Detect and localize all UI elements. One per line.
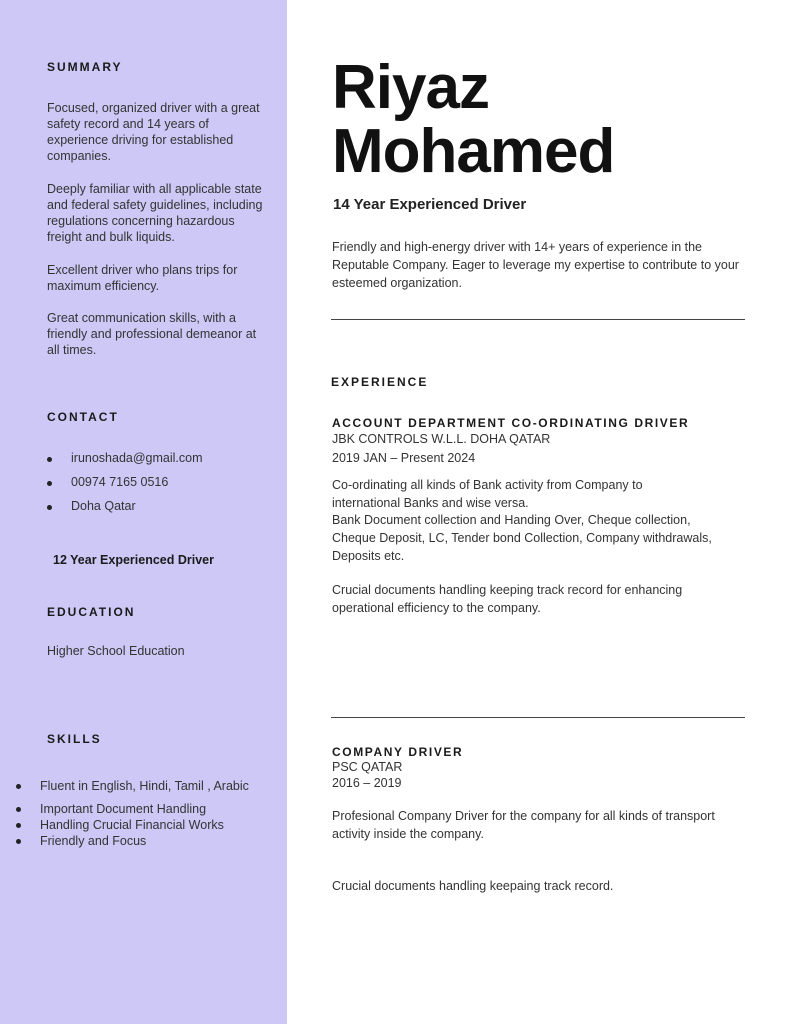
skill-item: Fluent in English, Hindi, Tamil , Arabic [16,778,281,794]
job-description: Crucial documents handling keeping track record for enhancing operational efficiency to the company. [332,583,683,615]
divider [331,717,745,718]
skills-heading: SKILLS [47,732,102,746]
skill-item: Handling Crucial Financial Works [16,817,281,833]
skills-list [16,778,281,849]
skill-item: Important Document Handling [16,801,281,817]
skill-item: Friendly and Focus [16,833,281,849]
job-subtitle: 14 Year Experienced Driver [333,196,527,213]
summary-paragraph: Excellent driver who plans trips for maximum efficiency. [47,263,238,293]
summary-paragraph: Deeply familiar with all applicable state and federal safety guidelines, including regulations concerning hazardous freight and bulk liquids. [47,182,263,244]
job-title: COMPANY DRIVER [332,745,464,759]
name-first: Riyaz [332,53,489,122]
name-last: Mohamed [332,117,615,186]
contact-phone[interactable]: 00974 7165 0516 [47,475,272,499]
job-description: Profesional Company Driver for the company for all kinds of transport activity inside the company. [332,809,715,841]
job-description: Bank Document collection and Handing Over, Cheque collection, Cheque Deposit, LC, Tender bond Collection, Company withdrawals, Deposits etc. [332,513,712,563]
divider [331,319,745,320]
job-description: Co-ordinating all kinds of Bank activity from Company to international Banks and wise versa. [332,478,643,510]
summary-paragraph: Focused, organized driver with a great safety record and 14 years of experience driving for established companies. [47,101,260,163]
job-company: JBK CONTROLS W.L.L. DOHA QATAR [332,432,551,446]
job-dates: 2019 JAN – Present 2024 [332,451,476,465]
contact-heading: CONTACT [47,410,119,424]
job-dates: 2016 – 2019 [332,776,402,790]
education-heading: EDUCATION [47,605,136,619]
intro-text: Friendly and high-energy driver with 14+ years of experience in the Reputable Company. Eager to leverage my expertise to contribute to your esteemed organization. [332,240,739,290]
contact-email[interactable]: irunoshada@gmail.com [47,451,272,475]
contact-list [47,451,272,523]
job-title: ACCOUNT DEPARTMENT CO-ORDINATING DRIVER [332,416,690,430]
job-company: PSC QATAR [332,760,403,774]
experience-heading: EXPERIENCE [331,375,429,389]
summary-paragraph: Great communication skills, with a friendly and professional demeanor at all times. [47,311,257,357]
contact-location: Doha Qatar [47,499,272,523]
education-text: Higher School Education [47,644,185,658]
job-description: Crucial documents handling keepaing track record. [332,879,614,893]
sidebar-experience-note: 12 Year Experienced Driver [53,553,214,567]
summary-heading: SUMMARY [47,60,123,74]
